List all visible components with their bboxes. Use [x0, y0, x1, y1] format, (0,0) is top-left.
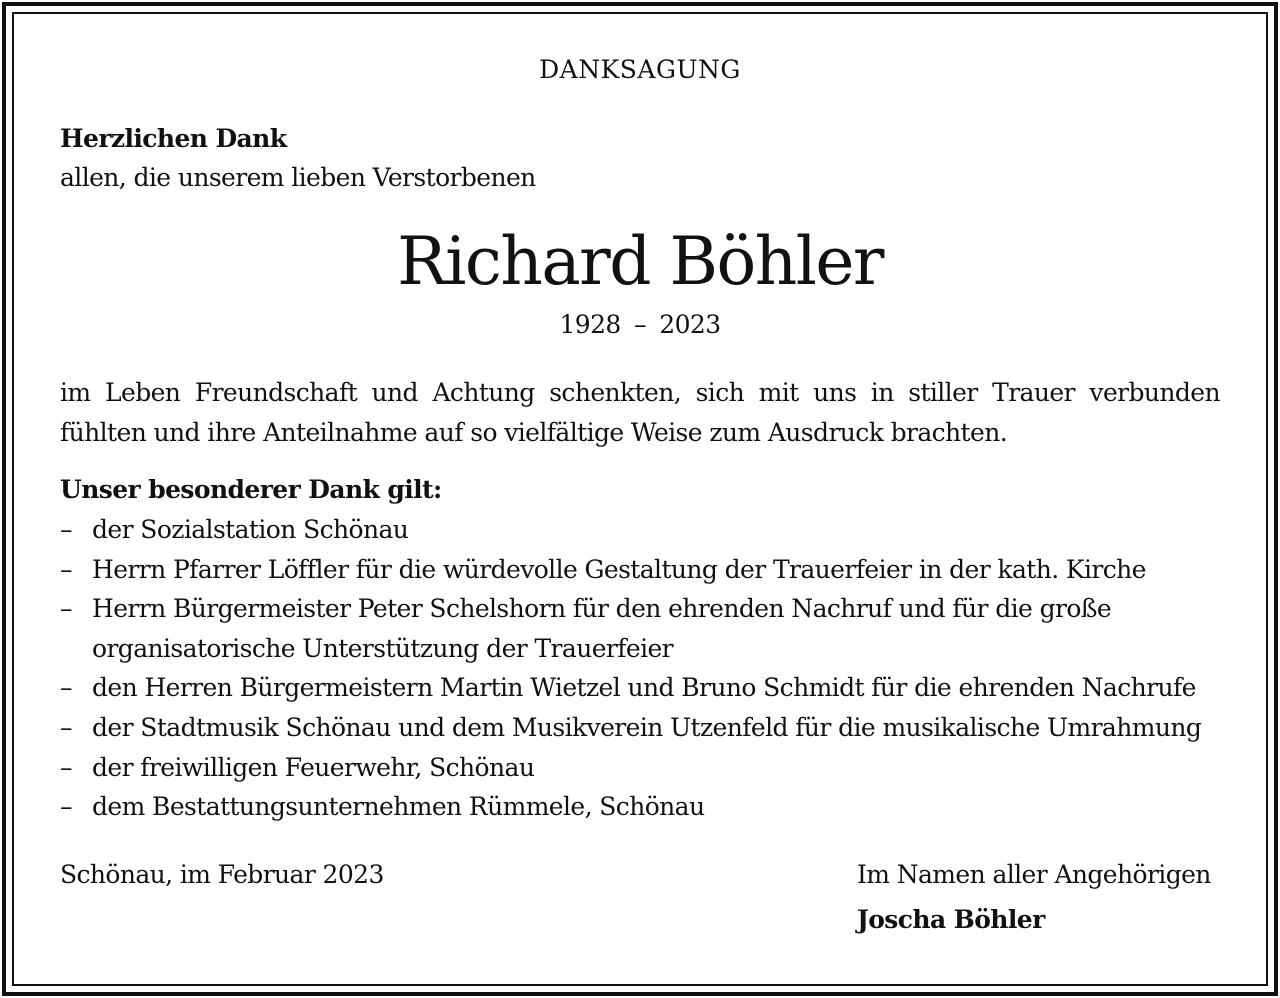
notice-heading: DANKSAGUNG [539, 55, 741, 84]
body-line-2: fühlten und ihre Anteilnahme auf so vielfältige Weise zum Ausdruck brachten. [60, 418, 1008, 447]
deceased-name: Richard Böhler [397, 223, 883, 300]
list-item-continuation: organisatorische Unterstützung der Trauerfeier [92, 634, 674, 663]
intro-line: allen, die unserem lieben Verstorbenen [60, 163, 536, 192]
list-bullet: – [60, 555, 73, 584]
list-item: der Sozialstation Schönau [92, 515, 409, 544]
body-line-1: im Leben Freundschaft und Achtung schenkten, sich mit uns in stiller Trauer verbunden [60, 378, 1220, 407]
list-item: der freiwilligen Feuerwehr, Schönau [92, 753, 535, 782]
on-behalf-line: Im Namen aller Angehörigen [857, 860, 1211, 889]
thanks-heading: Unser besonderer Dank gilt: [60, 475, 442, 504]
list-item: Herrn Pfarrer Löffler für die würdevolle Gestaltung der Trauerfeier in der kath. Kirche [92, 555, 1146, 584]
life-years: 1928 – 2023 [559, 310, 721, 339]
greeting: Herzlichen Dank [60, 124, 287, 153]
place-date: Schönau, im Februar 2023 [60, 860, 384, 889]
list-bullet: – [60, 792, 73, 821]
signatory-name: Joscha Böhler [857, 905, 1045, 934]
list-bullet: – [60, 673, 73, 702]
list-item: Herrn Bürgermeister Peter Schelshorn für den ehrenden Nachruf und für die große [92, 594, 1112, 623]
list-bullet: – [60, 753, 73, 782]
list-item: der Stadtmusik Schönau und dem Musikverein Utzenfeld für die musikalische Umrahmung [92, 713, 1202, 742]
list-bullet: – [60, 594, 73, 623]
list-bullet: – [60, 713, 73, 742]
list-bullet: – [60, 515, 73, 544]
list-item: dem Bestattungsunternehmen Rümmele, Schönau [92, 792, 705, 821]
list-item: den Herren Bürgermeistern Martin Wietzel und Bruno Schmidt für die ehrenden Nachrufe [92, 673, 1196, 702]
